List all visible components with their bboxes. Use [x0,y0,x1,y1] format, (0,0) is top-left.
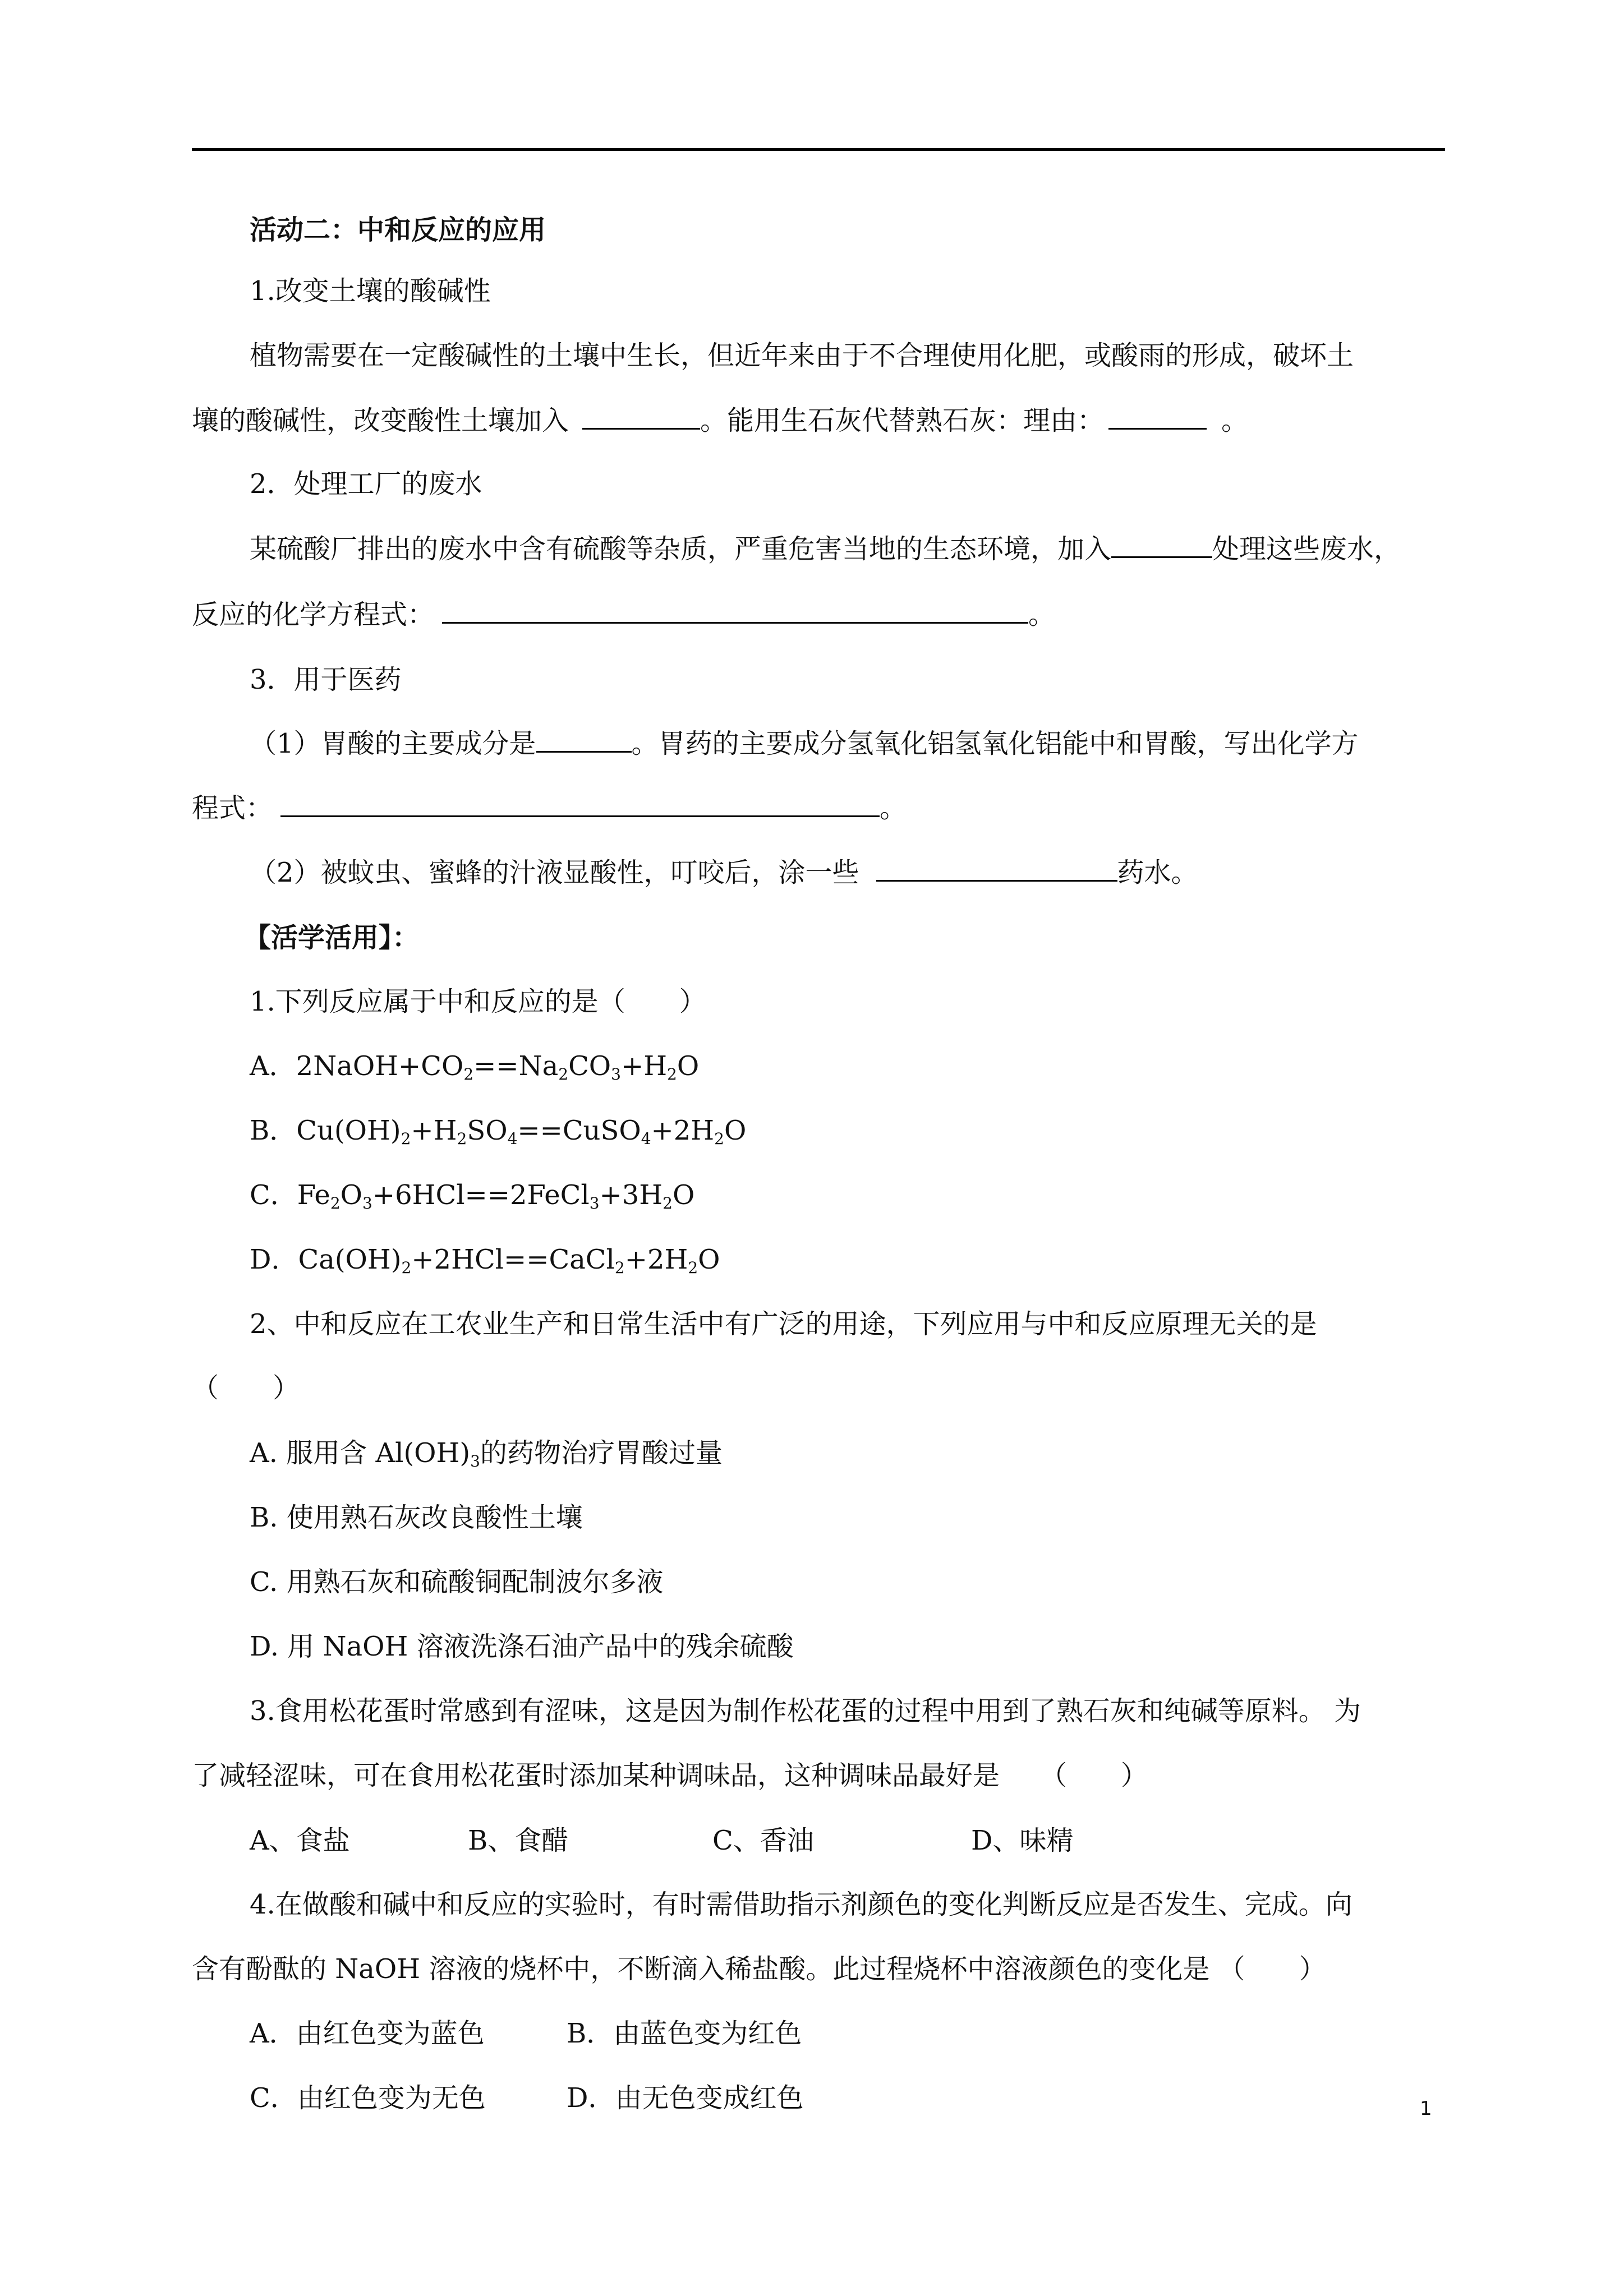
question-3-stem-2: 了减轻涩味，可在食用松花蛋时添加某种调味品，这种调味品最好是 （ ） [192,1760,1148,1791]
section-3-q2: （2）被蚊虫、蜜蜂的汁液显酸性，叮咬后，涂一些 药水。 [250,857,1198,888]
question-2-stem-2: （ ） [192,1372,300,1404]
section-1-text-2: 壤的酸碱性，改变酸性土壤加入 。能用生石灰代替熟石灰：理由： 。 [192,405,1249,436]
question-4-option-d[interactable]: D．由无色变成红色 [567,2082,804,2114]
section-2-text: 某硫酸厂排出的废水中含有硫酸等杂质，严重危害当地的生态环境，加入 处理这些废水， [250,533,1401,565]
question-4-stem: 4.在做酸和碱中和反应的实验时，有时需借助指示剂颜色的变化判断反应是否发生、完成。向 [250,1889,1352,1920]
answer-blank[interactable] [280,815,880,817]
section-3-q1-equation: 程式： 。 [192,792,907,824]
answer-blank[interactable] [442,621,1028,624]
question-2-option-a[interactable]: A. 服用含 $Al(OH)_3$的药物治疗胃酸过量 [250,1437,723,1470]
question-2-option-c[interactable]: C. 用熟石灰和硫酸铜配制波尔多液 [250,1566,664,1598]
question-3-option-c[interactable]: C、香油 [712,1825,814,1856]
question-1-stem: 1.下列反应属于中和反应的是（ ） [250,986,706,1017]
question-1-option-c[interactable]: C．$Fe_2O_3+6HCl==2FeCl_3+3H_2O$ [250,1179,695,1212]
answer-blank[interactable] [582,427,700,430]
question-3-option-b[interactable]: B、食醋 [468,1825,569,1856]
question-3-option-a[interactable]: A、食盐 [250,1825,350,1856]
question-2-stem: 2、中和反应在工农业生产和日常生活中有广泛的用途，下列应用与中和反应原理无关的是 [250,1308,1317,1340]
answer-blank[interactable] [1111,556,1212,558]
question-4-stem-2: 含有酚酞的 NaOH 溶液的烧杯中，不断滴入稀盐酸。此过程烧杯中溶液颜色的变化是 （ ） [192,1953,1326,1985]
question-2-option-d[interactable]: D. 用 NaOH 溶液洗涤石油产品中的残余硫酸 [250,1631,794,1662]
activity-title: 活动二：中和反应的应用 [250,214,546,246]
section-1-heading: 1.改变土壤的酸碱性 [250,275,491,307]
question-1-option-d[interactable]: D．$Ca(OH)_2+2HCl==CaCl_2+2H_2O$ [250,1244,720,1277]
answer-blank[interactable] [876,879,1117,882]
section-3-q1: （1）胃酸的主要成分是 。胃药的主要成分氢氧化铝氢氧化铝能中和胃酸，写出化学方 [250,728,1359,759]
practice-title: 【活学活用】： [244,922,420,953]
question-4-option-c[interactable]: C．由红色变为无色 [250,2082,486,2114]
question-2-option-b[interactable]: B. 使用熟石灰改良酸性土壤 [250,1502,583,1533]
page-number: 1 [1420,2097,1432,2120]
section-1-text: 植物需要在一定酸碱性的土壤中生长，但近年来由于不合理使用化肥，或酸雨的形成，破坏土 [250,340,1354,371]
section-2-heading: 2．处理工厂的废水 [250,468,482,500]
question-1-option-a[interactable]: A．$2NaOH+CO_2==Na_2CO_3+H_2O$ [250,1050,700,1084]
question-3-option-d[interactable]: D、味精 [971,1825,1074,1856]
answer-blank[interactable] [536,750,632,753]
section-2-equation: 反应的化学方程式： 。 [192,599,1056,630]
question-1-option-b[interactable]: B．$Cu(OH)_2+H_2SO_4==CuSO_4+2H_2O$ [250,1115,747,1148]
answer-blank[interactable] [1108,427,1207,430]
question-3-stem: 3.食用松花蛋时常感到有涩味，这是因为制作松花蛋的过程中用到了熟石灰和纯碱等原料。 为 [250,1695,1361,1727]
header-rule [192,148,1445,151]
section-3-heading: 3．用于医药 [250,664,402,695]
question-4-option-b[interactable]: B．由蓝色变为红色 [567,2018,802,2049]
question-4-option-a[interactable]: A．由红色变为蓝色 [250,2018,485,2049]
